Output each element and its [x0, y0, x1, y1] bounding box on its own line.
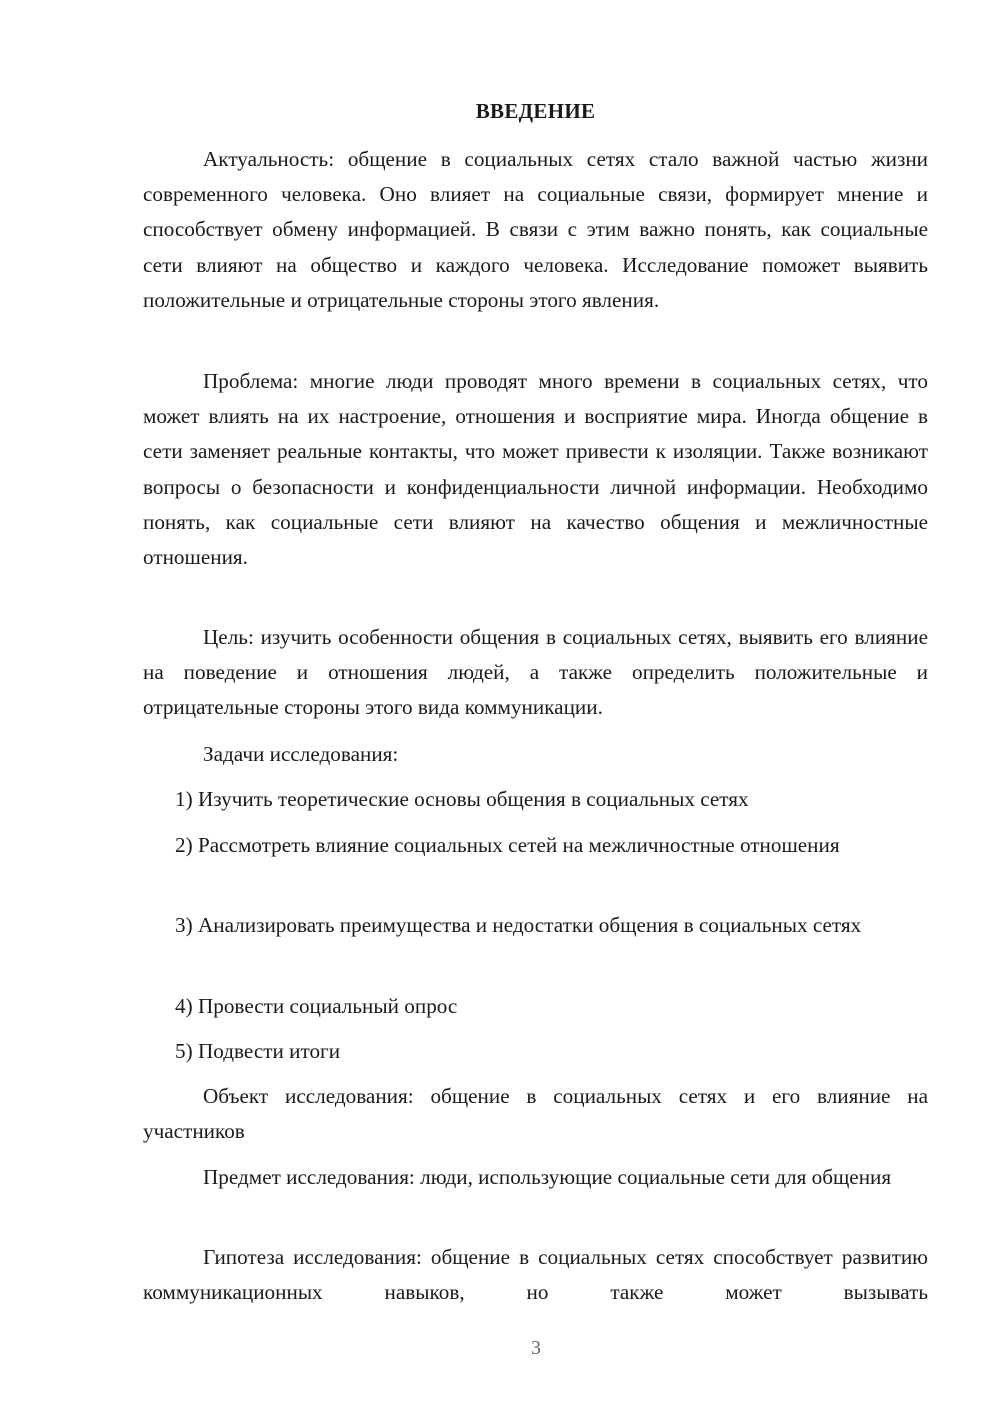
- page-number: 3: [531, 1337, 541, 1359]
- subject-paragraph: Предмет исследования: люди, использующие социальные сети для общения: [203, 1165, 892, 1189]
- page-title: ВВЕДЕНИЕ: [475, 99, 596, 123]
- goal-paragraph: Цель: изучить особенности общения в социальных сетях, выявить его влияние на поведение и отношения людей, а также определить положительные и отрицательные стороны этого вида коммуникации.: [143, 625, 928, 720]
- task-item-3: 3) Анализировать преимущества и недостатки общения в социальных сетях: [175, 913, 862, 937]
- task-item-2: 2) Рассмотреть влияние социальных сетей на межличностные отношения: [175, 833, 840, 857]
- task-item-4: 4) Провести социальный опрос: [175, 994, 458, 1018]
- task-item-5: 5) Подвести итоги: [175, 1039, 341, 1063]
- tasks-title: Задачи исследования:: [203, 742, 399, 766]
- object-paragraph: Объект исследования: общение в социальных сетях и его влияние на участников: [143, 1084, 928, 1144]
- hypothesis-paragraph: Гипотеза исследования: общение в социальных сетях способствует развитию коммуникационных навыков, но также может вызывать: [143, 1245, 928, 1305]
- relevance-paragraph: Актуальность: общение в социальных сетях стало важной частью жизни современного человека. Оно влияет на социальные связи, формирует мнение и способствует обмену информацией. В связи с этим важно понять, как социальные сети влияют на общество и каждого человека. Исследование поможет выявить положительные и отрицательные стороны этого явления.: [143, 147, 928, 312]
- problem-paragraph: Проблема: многие люди проводят много времени в социальных сетях, что может влиять на их настроение, отношения и восприятие мира. Иногда общение в сети заменяет реальные контакты, что может привести к изоляции. Также возникают вопросы о безопасности и конфиденциальности личной информации. Необходимо понять, как социальные сети влияют на качество общения и межличностные отношения.: [143, 369, 928, 570]
- task-item-1: 1) Изучить теоретические основы общения в социальных сетях: [175, 787, 749, 811]
